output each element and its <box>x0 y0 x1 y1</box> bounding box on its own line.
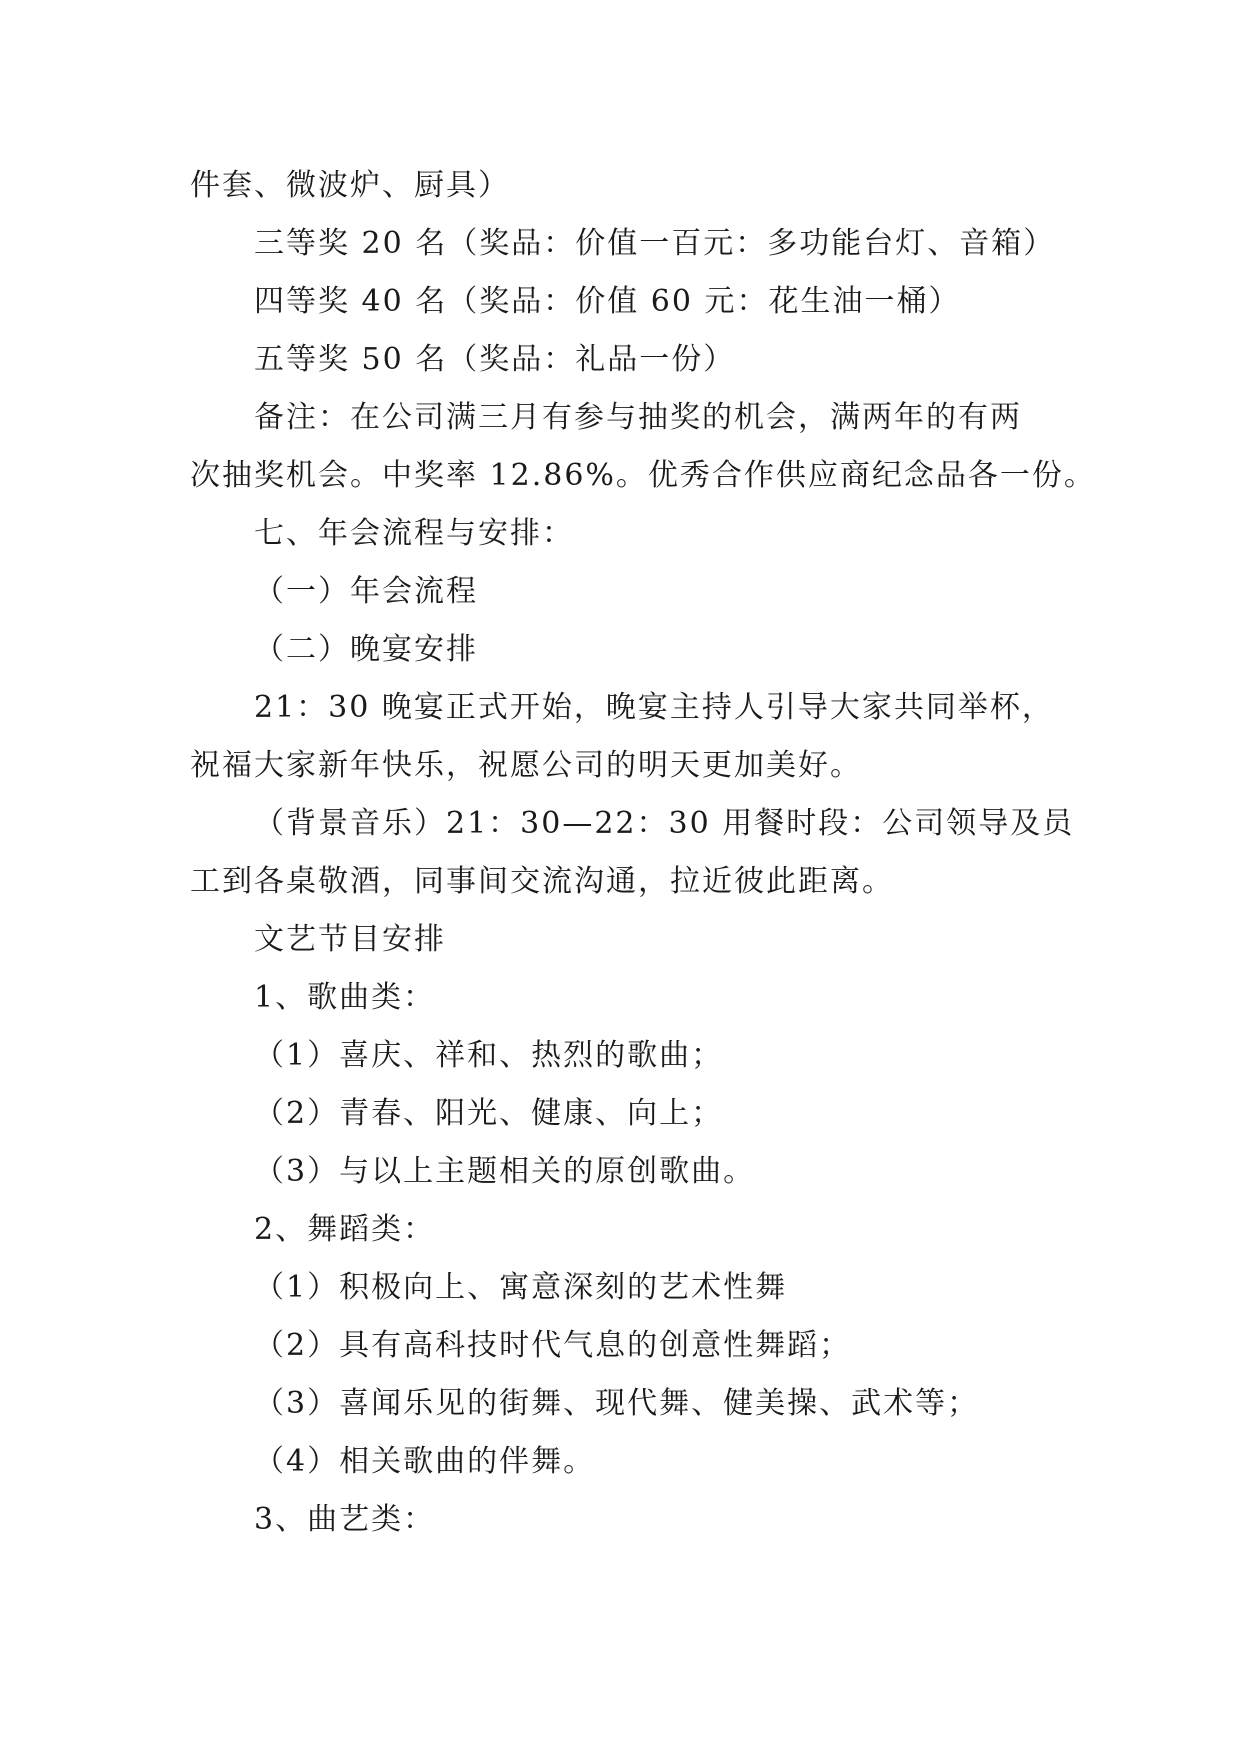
subsection-heading: （二）晚宴安排 <box>254 632 478 667</box>
subsection-heading: 文艺节目安排 <box>254 922 446 957</box>
list-item: （1）积极向上、寓意深刻的艺术性舞 <box>254 1270 788 1305</box>
list-item: （2）青春、阳光、健康、向上； <box>254 1096 724 1131</box>
text-line: 工到各桌敬酒，同事间交流沟通，拉近彼此距离。 <box>190 864 894 899</box>
text-line: 件套、微波炉、厨具） <box>190 168 510 203</box>
text-line: 四等奖 40 名（奖品：价值 60 元：花生油一桶） <box>254 284 961 319</box>
text-line: （背景音乐）21：30—22：30 用餐时段：公司领导及员 <box>254 806 1075 841</box>
text-line: 次抽奖机会。中奖率 12.86%。优秀合作供应商纪念品各一份。 <box>190 458 1096 493</box>
list-item: （3）与以上主题相关的原创歌曲。 <box>254 1154 756 1189</box>
text-line: 祝福大家新年快乐，祝愿公司的明天更加美好。 <box>190 748 862 783</box>
section-heading: 七、年会流程与安排： <box>254 516 574 551</box>
list-item: （4）相关歌曲的伴舞。 <box>254 1444 596 1479</box>
subsection-heading: （一）年会流程 <box>254 574 478 609</box>
text-line: 五等奖 50 名（奖品：礼品一份） <box>254 342 736 377</box>
list-heading: 2、舞蹈类： <box>254 1212 436 1247</box>
text-line: 备注：在公司满三月有参与抽奖的机会，满两年的有两 <box>254 400 1022 435</box>
list-heading: 1、歌曲类： <box>254 980 436 1015</box>
list-item: （2）具有高科技时代气息的创意性舞蹈； <box>254 1328 852 1363</box>
list-item: （3）喜闻乐见的街舞、现代舞、健美操、武术等； <box>254 1386 980 1421</box>
list-item: （1）喜庆、祥和、热烈的歌曲； <box>254 1038 724 1073</box>
list-heading: 3、曲艺类： <box>254 1502 436 1537</box>
text-line: 21：30 晚宴正式开始，晚宴主持人引导大家共同举杯， <box>254 690 1054 725</box>
text-line: 三等奖 20 名（奖品：价值一百元：多功能台灯、音箱） <box>254 226 1056 261</box>
